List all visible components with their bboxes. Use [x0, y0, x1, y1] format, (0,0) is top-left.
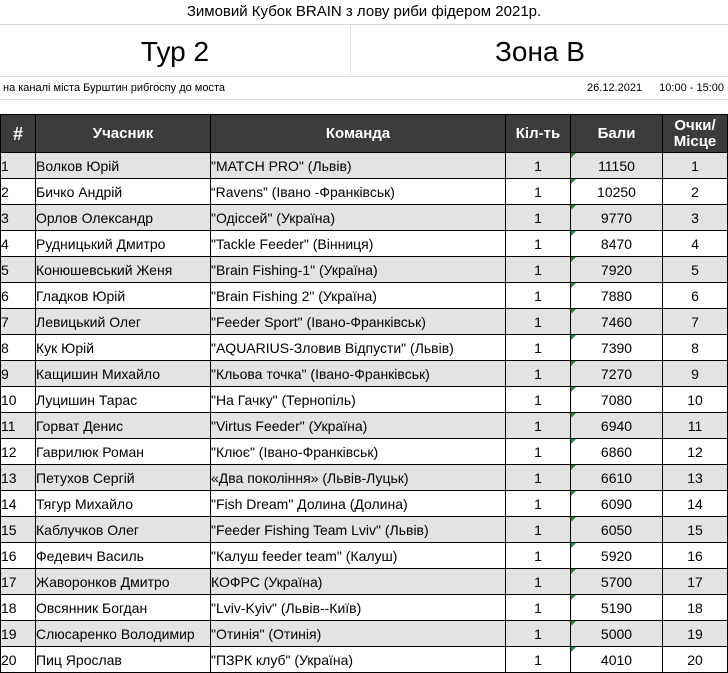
team-name: "Brain Fishing 2" (Україна)	[211, 283, 506, 309]
table-row	[1, 283, 728, 309]
points-text: 4010	[600, 651, 633, 668]
cell-marker-icon	[571, 153, 576, 158]
row-number: 4	[1, 231, 36, 257]
team-name: "Lviv-Kyiv" (Львів--Київ)	[211, 595, 506, 621]
points-text: 7880	[600, 287, 633, 304]
place-value: 14	[663, 491, 728, 517]
place-value: 19	[663, 621, 728, 647]
participant-name: Петухов Сергій	[36, 465, 211, 491]
cell-marker-icon	[571, 205, 576, 210]
row-number: 7	[1, 309, 36, 335]
team-name: "Одіссей" (Україна)	[211, 205, 506, 231]
team-name: КОФРС (Україна)	[211, 569, 506, 595]
table-row	[1, 543, 728, 569]
team-name: "Fish Dream" Долина (Долина)	[211, 491, 506, 517]
catch-count: 1	[506, 413, 571, 439]
catch-count: 1	[506, 621, 571, 647]
points-value	[571, 465, 663, 491]
table-row	[1, 153, 728, 179]
cell-marker-icon	[571, 231, 576, 236]
team-name: "Tackle Feeder" (Вінниця)	[211, 231, 506, 257]
points-value	[571, 283, 663, 309]
tour-label: Тур 2	[140, 36, 210, 67]
cell-marker-icon	[571, 569, 576, 574]
place-value: 3	[663, 205, 728, 231]
row-number: 19	[1, 621, 36, 647]
points-text: 7270	[600, 365, 633, 382]
table-header-row	[1, 115, 728, 153]
row-number: 20	[1, 647, 36, 673]
points-value	[571, 205, 663, 231]
points-text: 6940	[600, 417, 633, 434]
team-name: "Отинія" (Отинія)	[211, 621, 506, 647]
col-header-points: Бали	[571, 115, 663, 153]
table-row	[1, 257, 728, 283]
points-text: 5000	[600, 625, 633, 642]
catch-count: 1	[506, 257, 571, 283]
col-header-num: #	[1, 115, 36, 153]
table-row	[1, 361, 728, 387]
points-text: 6860	[600, 443, 633, 460]
row-number: 18	[1, 595, 36, 621]
row-number: 11	[1, 413, 36, 439]
team-name: "ПЗРК клуб" (Україна)	[211, 647, 506, 673]
points-value	[571, 361, 663, 387]
participant-name: Луцишин Тарас	[36, 387, 211, 413]
points-text: 5700	[600, 573, 633, 590]
table-row	[1, 309, 728, 335]
cell-marker-icon	[571, 309, 576, 314]
points-text: 7460	[600, 313, 633, 330]
participant-name: Федевич Василь	[36, 543, 211, 569]
participant-name: Волков Юрій	[36, 153, 211, 179]
points-value	[571, 543, 663, 569]
col-header-team: Команда	[211, 115, 506, 153]
points-text: 7390	[600, 339, 633, 356]
place-value: 1	[663, 153, 728, 179]
points-value	[571, 439, 663, 465]
catch-count: 1	[506, 439, 571, 465]
cell-marker-icon	[571, 595, 576, 600]
participant-name: Горват Денис	[36, 413, 211, 439]
row-number: 1	[1, 153, 36, 179]
table-row	[1, 491, 728, 517]
row-number: 16	[1, 543, 36, 569]
points-value	[571, 491, 663, 517]
points-value	[571, 387, 663, 413]
place-value: 16	[663, 543, 728, 569]
points-text: 6050	[600, 521, 633, 538]
cell-marker-icon	[571, 257, 576, 262]
points-value	[571, 569, 663, 595]
points-text: 6610	[600, 469, 633, 486]
catch-count: 1	[506, 543, 571, 569]
catch-count: 1	[506, 309, 571, 335]
place-value: 11	[663, 413, 728, 439]
team-name: "Feeder Sport" (Івано-Франківськ)	[211, 309, 506, 335]
points-value	[571, 309, 663, 335]
table-row	[1, 569, 728, 595]
place-value: 9	[663, 361, 728, 387]
cell-marker-icon	[571, 439, 576, 444]
col-header-participant: Учасник	[36, 115, 211, 153]
catch-count: 1	[506, 595, 571, 621]
table-row	[1, 205, 728, 231]
cell-marker-icon	[571, 387, 576, 392]
points-text: 7920	[600, 261, 633, 278]
participant-name: Пиц Ярослав	[36, 647, 211, 673]
points-text: 11150	[598, 157, 635, 174]
catch-count: 1	[506, 387, 571, 413]
points-value	[571, 335, 663, 361]
participant-name: Левицький Олег	[36, 309, 211, 335]
cell-marker-icon	[571, 543, 576, 548]
cell-marker-icon	[571, 465, 576, 470]
participant-name: Каблучков Олег	[36, 517, 211, 543]
points-value	[571, 595, 663, 621]
table-row	[1, 647, 728, 673]
cell-marker-icon	[571, 491, 576, 496]
points-text: 7080	[600, 391, 633, 408]
catch-count: 1	[506, 569, 571, 595]
catch-count: 1	[506, 647, 571, 673]
participant-name: Кащишин Михайло	[36, 361, 211, 387]
points-text: 6090	[600, 495, 633, 512]
row-number: 8	[1, 335, 36, 361]
event-time: 10:00 - 15:00	[659, 82, 724, 94]
team-name: "Virtus Feeder" (Україна)	[211, 413, 506, 439]
catch-count: 1	[506, 465, 571, 491]
team-name: "Feeder Fishing Team Lviv" (Львів)	[211, 517, 506, 543]
cell-marker-icon	[571, 283, 576, 288]
participant-name: Конюшевський Женя	[36, 257, 211, 283]
table-row	[1, 517, 728, 543]
participant-name: Бичко Андрій	[36, 179, 211, 205]
team-name: "На Гачку" (Тернопіль)	[211, 387, 506, 413]
place-value: 6	[663, 283, 728, 309]
subheader-rule	[0, 99, 728, 100]
participant-name: Тягур Михайло	[36, 491, 211, 517]
team-name: "AQUARIUS-Зловив Відпусти" (Львів)	[211, 335, 506, 361]
place-value: 2	[663, 179, 728, 205]
table-row	[1, 387, 728, 413]
points-value	[571, 517, 663, 543]
row-number: 17	[1, 569, 36, 595]
team-name: «Два покоління» (Львів-Луцьк)	[211, 465, 506, 491]
table-row	[1, 413, 728, 439]
col-header-place-line2: Місце	[673, 132, 717, 150]
participant-name: Орлов Олександр	[36, 205, 211, 231]
row-number: 13	[1, 465, 36, 491]
place-value: 18	[663, 595, 728, 621]
event-date: 26.12.2021	[587, 82, 643, 94]
row-number: 6	[1, 283, 36, 309]
points-value	[571, 231, 663, 257]
catch-count: 1	[506, 335, 571, 361]
cell-marker-icon	[571, 361, 576, 366]
place-value: 20	[663, 647, 728, 673]
cell-marker-icon	[571, 179, 576, 184]
row-number: 3	[1, 205, 36, 231]
points-text: 5190	[600, 599, 633, 616]
team-name: "MATCH PRO" (Львів)	[211, 153, 506, 179]
catch-count: 1	[506, 179, 571, 205]
place-value: 15	[663, 517, 728, 543]
table-row	[1, 231, 728, 257]
catch-count: 1	[506, 283, 571, 309]
cell-marker-icon	[571, 335, 576, 340]
points-text: 5920	[600, 547, 633, 564]
points-value	[571, 179, 663, 205]
team-name: "Калуш feeder team" (Калуш)	[211, 543, 506, 569]
points-text: 8470	[600, 235, 633, 252]
row-number: 5	[1, 257, 36, 283]
points-value	[571, 153, 663, 179]
row-number: 9	[1, 361, 36, 387]
row-number: 10	[1, 387, 36, 413]
cell-marker-icon	[571, 413, 576, 418]
place-value: 12	[663, 439, 728, 465]
row-number: 2	[1, 179, 36, 205]
header-divider	[350, 25, 351, 76]
place-value: 8	[663, 335, 728, 361]
participant-name: Гаврилюк Роман	[36, 439, 211, 465]
col-header-place	[663, 115, 728, 153]
team-name: “Ravens” (Івано -Франківськ)	[211, 179, 506, 205]
participant-name: Гладков Юрій	[36, 283, 211, 309]
points-text: 10250	[597, 183, 636, 200]
points-value	[571, 621, 663, 647]
row-number: 14	[1, 491, 36, 517]
table-row	[1, 465, 728, 491]
team-name: "Brain Fishing-1" (Україна)	[211, 257, 506, 283]
table-row	[1, 621, 728, 647]
place-value: 13	[663, 465, 728, 491]
date-time	[587, 78, 724, 98]
place-value: 10	[663, 387, 728, 413]
catch-count: 1	[506, 205, 571, 231]
location-text: на каналі міста Бурштин рибгоспу до моста	[3, 82, 226, 94]
catch-count: 1	[506, 361, 571, 387]
participant-name: Слюсаренко Володимир	[36, 621, 211, 647]
catch-count: 1	[506, 153, 571, 179]
place-value: 5	[663, 257, 728, 283]
catch-count: 1	[506, 517, 571, 543]
points-value	[571, 647, 663, 673]
team-name: "Клює" (Івано-Франківськ)	[211, 439, 506, 465]
competition-title: Зимовий Кубок BRAIN з лову риби фідером 2021р.	[0, 0, 728, 25]
zone-label: Зона В	[495, 36, 585, 67]
cell-marker-icon	[571, 621, 576, 626]
col-header-qty: Кіл-ть	[506, 115, 571, 153]
catch-count: 1	[506, 491, 571, 517]
points-text: 9770	[600, 209, 633, 226]
team-name: "Кльова точка" (Івано-Франківськ)	[211, 361, 506, 387]
cell-marker-icon	[571, 517, 576, 522]
row-number: 12	[1, 439, 36, 465]
points-value	[571, 413, 663, 439]
catch-count: 1	[506, 231, 571, 257]
header-rule	[0, 76, 728, 77]
cell-marker-icon	[571, 647, 576, 652]
place-value: 7	[663, 309, 728, 335]
results-table	[0, 114, 728, 673]
place-value: 17	[663, 569, 728, 595]
table-row	[1, 439, 728, 465]
participant-name: Рудницький Дмитро	[36, 231, 211, 257]
col-header-place-line1: Очки/	[674, 116, 716, 134]
results-body	[1, 153, 728, 673]
row-number: 15	[1, 517, 36, 543]
participant-name: Кук Юрій	[36, 335, 211, 361]
table-row	[1, 595, 728, 621]
participant-name: Жаворонков Дмитро	[36, 569, 211, 595]
place-value: 4	[663, 231, 728, 257]
table-row	[1, 335, 728, 361]
participant-name: Овсянник Богдан	[36, 595, 211, 621]
points-value	[571, 257, 663, 283]
table-row	[1, 179, 728, 205]
